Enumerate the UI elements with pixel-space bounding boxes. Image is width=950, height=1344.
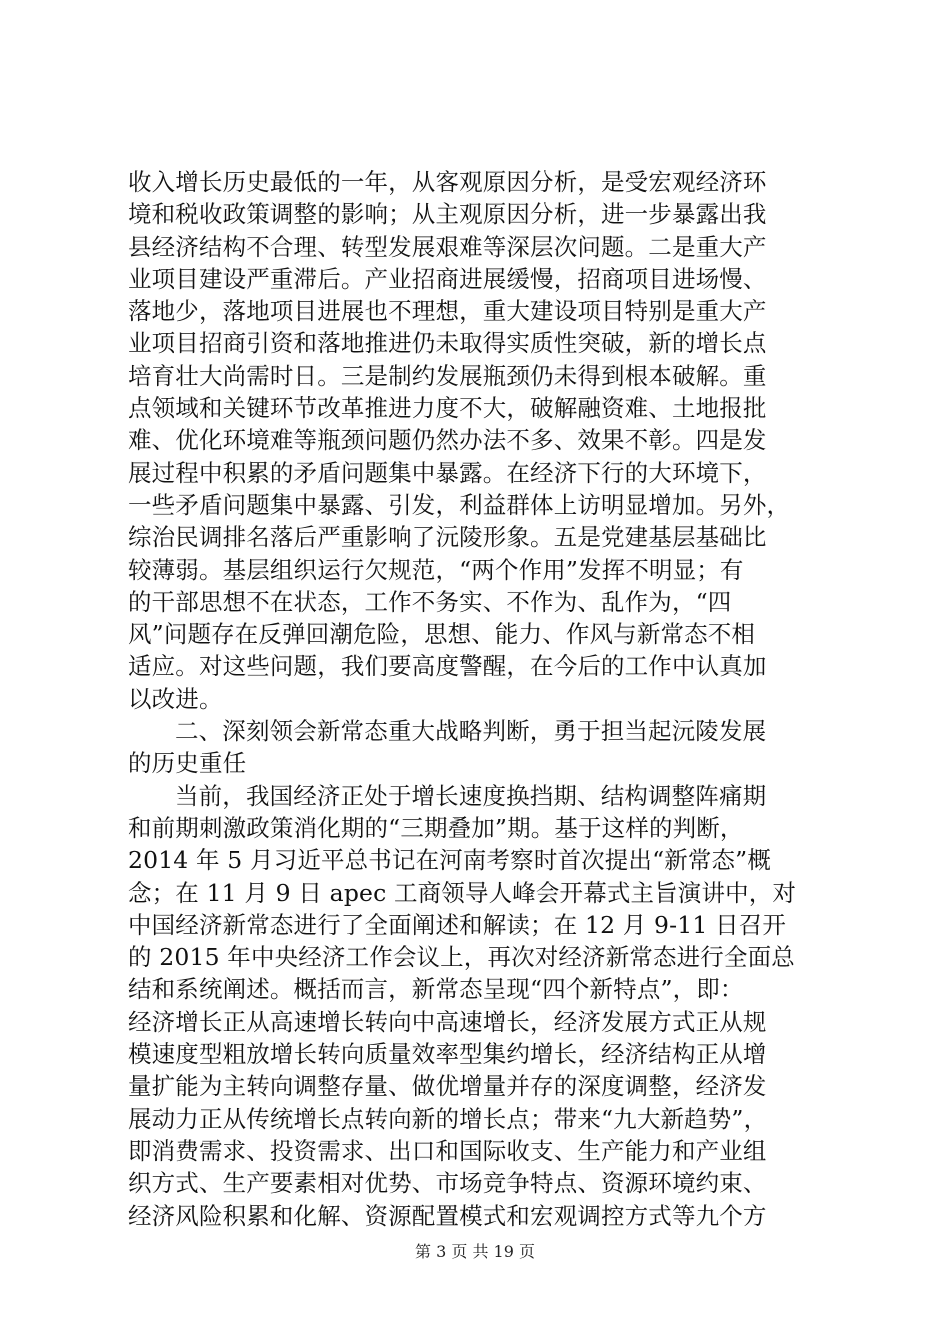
text-line: 适应。对这些问题，我们要高度警醒，在今后的工作中认真加 (128, 652, 767, 681)
text-line: 业项目建设严重滞后。产业招商进展缓慢，招商项目进场慢、 (128, 264, 767, 293)
text-line: 二、深刻领会新常态重大战略判断，勇于担当起沅陵发展 (175, 717, 767, 746)
text-line: 一些矛盾问题集中暴露、引发，利益群体上访明显增加。另外， (128, 490, 791, 519)
text-line: 的历史重任 (128, 749, 247, 778)
text-line: 模速度型粗放增长转向质量效率型集约增长，经济结构正从增 (128, 1040, 767, 1069)
text-line: 的干部思想不在状态，工作不务实、不作为、乱作为，“四 (128, 587, 732, 616)
text-line: 量扩能为主转向调整存量、做优增量并存的深度调整，经济发 (128, 1072, 767, 1101)
text-line: 点领域和关键环节改革推进力度不大，破解融资难、土地报批 (128, 394, 767, 423)
text-line: 难、优化环境难等瓶颈问题仍然办法不多、效果不彰。四是发 (128, 426, 767, 455)
text-line: 以改进。 (128, 684, 223, 713)
text-line: 经济增长正从高速增长转向中高速增长，经济发展方式正从规 (128, 1007, 767, 1036)
text-line: 培育壮大尚需时日。三是制约发展瓶颈仍未得到根本破解。重 (128, 361, 767, 390)
text-line: 综治民调排名落后严重影响了沅陵形象。五是党建基层基础比 (128, 523, 767, 552)
text-line: 和前期刺激政策消化期的“三期叠加”期。基于这样的判断， (128, 813, 744, 842)
text-line: 落地少，落地项目进展也不理想，重大建设项目特别是重大产 (128, 297, 767, 326)
text-line: 较薄弱。基层组织运行欠规范，“两个作用”发挥不明显；有 (128, 555, 744, 584)
text-line: 的 2015 年中央经济工作会议上，再次对经济新常态进行全面总 (128, 943, 795, 972)
text-line: 结和系统阐述。概括而言，新常态呈现“四个新特点”，即： (128, 975, 744, 1004)
text-line: 县经济结构不合理、转型发展艰难等深层次问题。二是重大产 (128, 232, 767, 261)
text-line: 织方式、生产要素相对优势、市场竞争特点、资源环境约束、 (128, 1169, 767, 1198)
text-line: 当前，我国经济正处于增长速度换挡期、结构调整阵痛期 (175, 781, 767, 810)
text-line: 中国经济新常态进行了全面阐述和解读；在 12 月 9-11 日召开 (128, 910, 787, 939)
body-text (128, 166, 834, 1232)
text-line: 念；在 11 月 9 日 apec 工商领导人峰会开幕式主旨演讲中，对 (128, 878, 797, 907)
text-line: 境和税收政策调整的影响；从主观原因分析，进一步暴露出我 (128, 200, 767, 229)
text-line: 业项目招商引资和落地推进仍未取得实质性突破，新的增长点 (128, 329, 767, 358)
text-line: 风”问题存在反弹回潮危险，思想、能力、作风与新常态不相 (128, 620, 756, 649)
text-line: 收入增长历史最低的一年，从客观原因分析，是受宏观经济环 (128, 168, 767, 196)
page-footer: 第 3 页 共 19 页 (415, 1242, 535, 1261)
text-line: 即消费需求、投资需求、出口和国际收支、生产能力和产业组 (128, 1136, 767, 1165)
text-line: 经济风险积累和化解、资源配置模式和宏观调控方式等九个方 (128, 1201, 767, 1230)
text-line: 2014 年 5 月习近平总书记在河南考察时首次提出“新常态”概 (128, 846, 771, 875)
text-line: 展过程中积累的矛盾问题集中暴露。在经济下行的大环境下， (128, 458, 767, 487)
text-line: 展动力正从传统增长点转向新的增长点；带来“九大新趋势”， (128, 1104, 768, 1133)
